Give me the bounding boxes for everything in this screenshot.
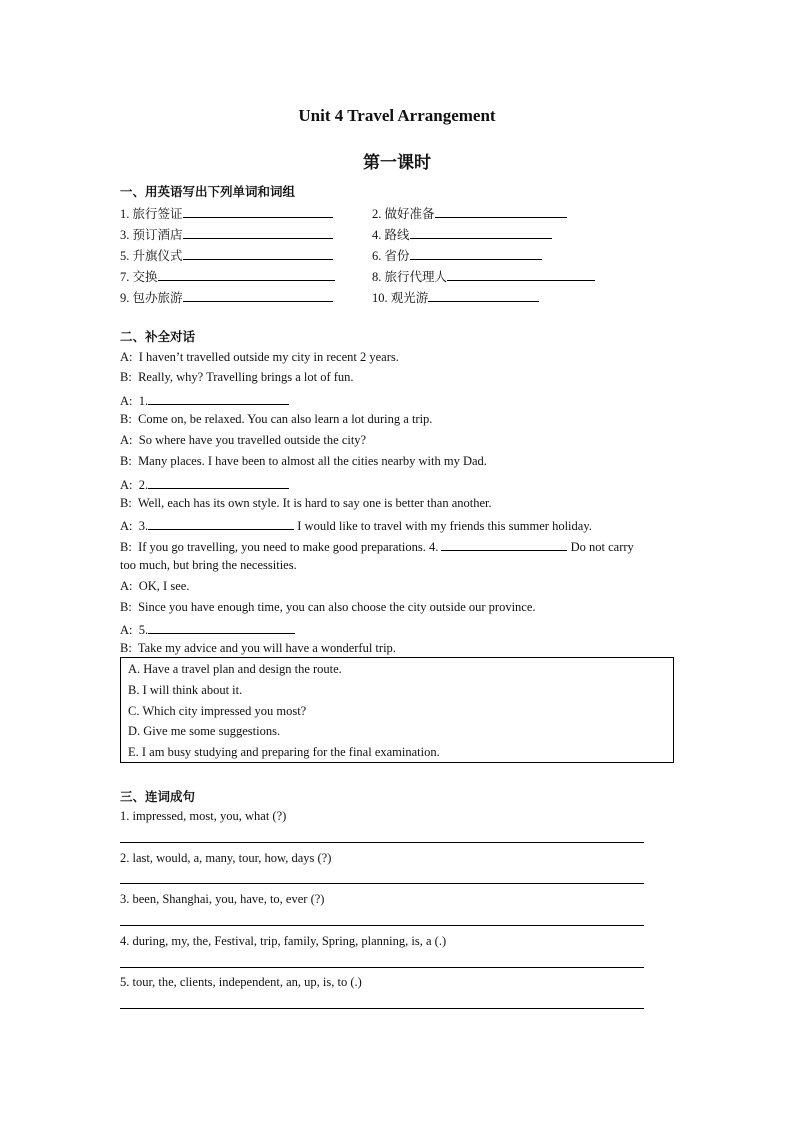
- answer-blank[interactable]: [183, 225, 333, 239]
- dialogue-text: 5.: [138, 623, 149, 637]
- dialogue-text-after: I would like to travel with my friends this summer holiday.: [297, 519, 592, 533]
- vocab-term: 交换: [132, 269, 158, 284]
- dialogue-text: Come on, be relaxed. You can also learn a lot during a trip.: [138, 412, 433, 426]
- dialogue-line: [120, 370, 354, 385]
- dialogue-speaker: B:: [120, 600, 132, 614]
- answer-blank[interactable]: [410, 246, 542, 260]
- dialogue-text: I haven’t travelled outside my city in recent 2 years.: [138, 350, 399, 364]
- dialogue-text: 1.: [138, 394, 149, 408]
- vocab-item: [120, 267, 335, 285]
- option-item: D. Give me some suggestions.: [128, 724, 281, 738]
- answer-line[interactable]: [120, 967, 644, 968]
- dialogue-text: If you go travelling, you need to make good preparations. 4.: [138, 540, 439, 554]
- vocab-number: 10.: [372, 291, 388, 305]
- vocab-item: [372, 267, 595, 285]
- option-item: B. I will think about it.: [128, 683, 243, 697]
- option-item: E. I am busy studying and preparing for the final examination.: [128, 745, 440, 759]
- answer-line[interactable]: [120, 1008, 644, 1009]
- dialogue-line: [120, 391, 289, 409]
- vocab-term: 包办旅游: [132, 290, 183, 305]
- dialogue-line: [120, 412, 432, 427]
- vocab-term: 旅行签证: [132, 206, 183, 221]
- answer-line[interactable]: [120, 883, 644, 884]
- vocab-term: 升旗仪式: [132, 248, 183, 263]
- vocab-item: [372, 225, 552, 243]
- options-box: [120, 657, 674, 763]
- dialogue-line: [120, 516, 592, 534]
- option-item: C. Which city impressed you most?: [128, 704, 307, 718]
- answer-blank[interactable]: [428, 288, 539, 302]
- vocab-number: 4.: [372, 228, 382, 242]
- vocab-term: 路线: [384, 227, 410, 242]
- dialogue-speaker: B:: [120, 370, 132, 384]
- dialogue-speaker: A:: [120, 433, 133, 447]
- page-subtitle: 第一课时: [363, 153, 431, 173]
- vocab-number: 3.: [120, 228, 130, 242]
- answer-line[interactable]: [120, 842, 644, 843]
- dialogue-text: Many places. I have been to almost all the cities nearby with my Dad.: [138, 454, 487, 468]
- vocab-term: 观光游: [390, 290, 429, 305]
- vocab-number: 2.: [372, 207, 382, 221]
- answer-blank[interactable]: [183, 204, 333, 218]
- vocab-number: 5.: [120, 249, 130, 263]
- vocab-number: 1.: [120, 207, 130, 221]
- section3-heading: 三、连词成句: [120, 789, 196, 804]
- answer-blank[interactable]: [410, 225, 552, 239]
- answer-blank[interactable]: [148, 516, 294, 530]
- dialogue-line: [120, 641, 396, 656]
- dialogue-line: [120, 475, 289, 493]
- answer-blank[interactable]: [148, 475, 289, 489]
- dialogue-line: [120, 537, 634, 555]
- dialogue-speaker: B:: [120, 412, 132, 426]
- dialogue-speaker: B:: [120, 496, 132, 510]
- vocab-term: 预订酒店: [132, 227, 183, 242]
- dialogue-text: Really, why? Travelling brings a lot of fun.: [138, 370, 354, 384]
- vocab-term: 旅行代理人: [384, 269, 448, 284]
- dialogue-speaker: A:: [120, 394, 133, 408]
- dialogue-speaker: A:: [120, 623, 133, 637]
- vocab-item: [372, 246, 542, 264]
- option-item: A. Have a travel plan and design the route.: [128, 662, 342, 676]
- dialogue-line: [120, 350, 399, 365]
- dialogue-line: [120, 558, 297, 573]
- dialogue-line: [120, 620, 295, 638]
- section2-heading: 二、补全对话: [120, 329, 196, 344]
- vocab-item: [120, 225, 333, 243]
- dialogue-speaker: A:: [120, 350, 133, 364]
- answer-blank[interactable]: [435, 204, 567, 218]
- dialogue-speaker: B:: [120, 641, 132, 655]
- dialogue-speaker: A:: [120, 519, 133, 533]
- sentence-prompt: 3. been, Shanghai, you, have, to, ever (?): [120, 892, 325, 906]
- vocab-number: 6.: [372, 249, 382, 263]
- dialogue-text: 3.: [138, 519, 149, 533]
- dialogue-text: Take my advice and you will have a wonderful trip.: [137, 641, 396, 655]
- dialogue-line: [120, 579, 189, 594]
- vocab-item: [120, 246, 333, 264]
- dialogue-text: Since you have enough time, you can also choose the city outside our province.: [138, 600, 536, 614]
- answer-blank[interactable]: [183, 288, 333, 302]
- dialogue-text: too much, but bring the necessities.: [120, 558, 297, 572]
- answer-blank[interactable]: [183, 246, 333, 260]
- answer-blank[interactable]: [447, 267, 595, 281]
- dialogue-text: Well, each has its own style. It is hard to say one is better than another.: [137, 496, 492, 510]
- answer-blank[interactable]: [148, 391, 289, 405]
- dialogue-speaker: B:: [120, 540, 132, 554]
- sentence-prompt: 1. impressed, most, you, what (?): [120, 809, 287, 823]
- dialogue-line: [120, 600, 536, 615]
- dialogue-line: [120, 496, 492, 511]
- dialogue-text: So where have you travelled outside the city?: [138, 433, 367, 447]
- dialogue-speaker: A:: [120, 579, 133, 593]
- dialogue-text-after: Do not carry: [570, 540, 634, 554]
- dialogue-line: [120, 454, 487, 469]
- answer-blank[interactable]: [148, 620, 295, 634]
- vocab-item: [372, 288, 539, 306]
- vocab-number: 8.: [372, 270, 382, 284]
- vocab-number: 9.: [120, 291, 130, 305]
- dialogue-speaker: A:: [120, 478, 133, 492]
- dialogue-text: 2.: [138, 478, 149, 492]
- vocab-item: [372, 204, 567, 222]
- answer-blank[interactable]: [441, 537, 567, 551]
- dialogue-speaker: B:: [120, 454, 132, 468]
- sentence-prompt: 2. last, would, a, many, tour, how, days (?): [120, 851, 332, 865]
- page-title: Unit 4 Travel Arrangement: [298, 106, 496, 125]
- answer-line[interactable]: [120, 925, 644, 926]
- section1-heading: 一、用英语写出下列单词和词组: [120, 184, 296, 199]
- sentence-prompt: 5. tour, the, clients, independent, an, up, is, to (.): [120, 975, 362, 989]
- vocab-term: 省份: [384, 248, 410, 263]
- vocab-term: 做好准备: [384, 206, 435, 221]
- vocab-item: [120, 204, 333, 222]
- sentence-prompt: 4. during, my, the, Festival, trip, family, Spring, planning, is, a (.): [120, 934, 447, 948]
- vocab-number: 7.: [120, 270, 130, 284]
- vocab-item: [120, 288, 333, 306]
- dialogue-line: [120, 433, 366, 448]
- dialogue-text: OK, I see.: [138, 579, 190, 593]
- answer-blank[interactable]: [158, 267, 335, 281]
